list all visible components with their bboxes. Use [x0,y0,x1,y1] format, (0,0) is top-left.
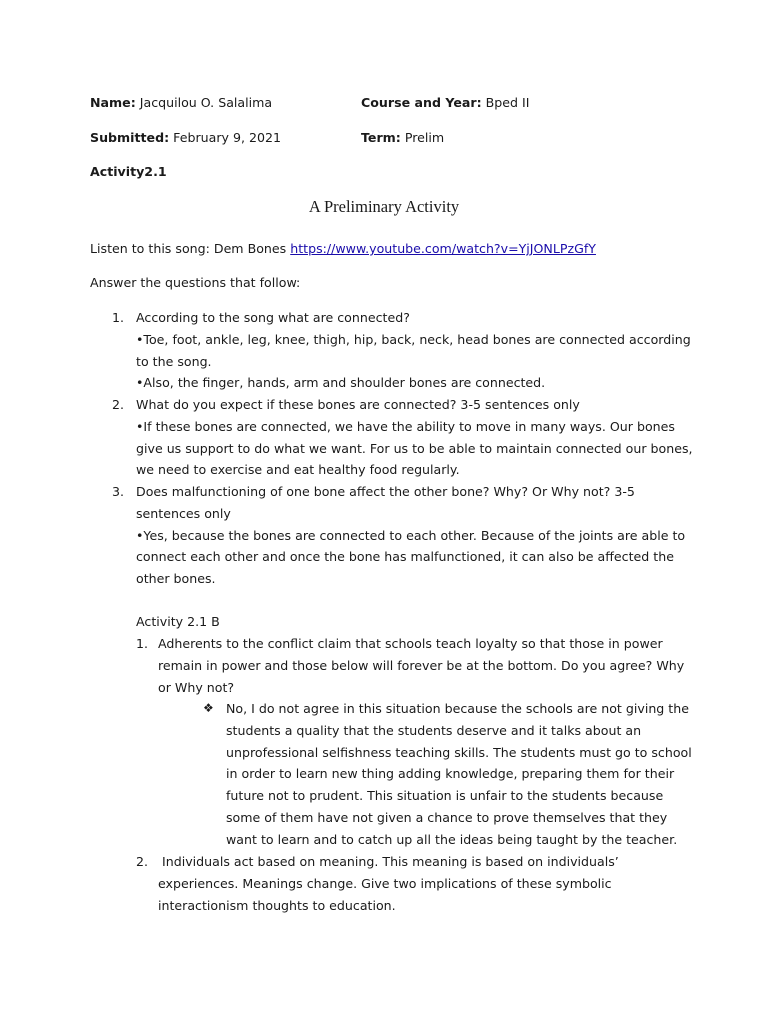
question-text: According to the song what are connected? [136,310,410,325]
diamond-bullet-icon: ❖ [203,701,214,715]
document-title: A Preliminary Activity [308,197,460,216]
answer-line: •Also, the finger, hands, arm and shoulder bones are connected. [136,375,546,391]
course-label: Course and Year: [361,95,482,110]
question-text: or Why not? [158,679,235,695]
question-text: Does malfunctioning of one bone affect the other bone? Why? Or Why not? 3-5 [136,484,635,499]
answer-line: •Yes, because the bones are connected to each other. Because of the joints are able to [136,527,686,543]
question-number: 1. [136,636,149,651]
name-label: Name: [90,95,136,110]
question-text: experiences. Meanings change. Give two implications of these symbolic [158,875,612,891]
term-field [361,127,444,149]
answer-line: future not to prudent. This situation is unfair to the students because [226,788,664,804]
question-3 [136,481,685,590]
name-value: Jacquilou O. Salalima [139,95,273,110]
part-b-heading: Activity 2.1 B [136,614,220,629]
answer-line: unprofessional selfishness teaching skills. The students must go to school [226,744,692,760]
part-b-question-1 [158,633,684,698]
submitted-label: Submitted: [90,130,170,145]
listen-text: Listen to this song: Dem Bones [90,241,291,256]
course-value: Bped II [485,95,530,110]
question-number: 2. [112,397,125,412]
answer-line: in order to learn new thing adding knowledge, preparing them for their [226,766,675,782]
name-field [90,92,272,114]
term-label: Term: [361,130,401,145]
answer-line: give us support to do what we want. For us to be able to maintain connected our bones, [136,440,693,456]
activity-label: Activity2.1 [90,164,167,179]
part-b-answer-1 [226,698,692,851]
submitted-value: February 9, 2021 [173,130,282,145]
question-text: interactionism thoughts to education. [158,897,396,913]
course-field [361,92,529,114]
question-1 [136,307,691,394]
answer-line: •Toe, foot, ankle, leg, knee, thigh, hip, back, neck, head bones are connected according [136,331,691,347]
answer-line: students a quality that the students deserve and it talks about an [226,722,642,738]
answer-line: some of them have not given a chance to prove themselves that they [226,809,668,825]
question-2 [136,394,693,481]
answer-line: •If these bones are connected, we have the ability to move in many ways. Our bones [136,418,675,434]
question-text: remain in power and those below will forever be at the bottom. Do you agree? Why [158,657,685,673]
listen-instruction [90,238,596,260]
answer-line: connect each other and once the bone has malfunctioned, it can also be affected the [136,549,674,565]
term-value: Prelim [404,130,445,145]
answer-instruction: Answer the questions that follow: [90,275,301,290]
answer-line: want to learn and to catch up all the ideas being taught by the teacher. [226,831,678,847]
question-text: Individuals act based on meaning. This meaning is based on individuals’ [158,854,619,869]
answer-line: to the song. [136,353,212,369]
question-text: What do you expect if these bones are connected? 3-5 sentences only [136,397,580,412]
song-link[interactable]: https://www.youtube.com/watch?v=YjJONLPzGfY [290,241,596,256]
question-number: 2. [136,854,149,869]
question-text: Adherents to the conflict claim that schools teach loyalty so that those in power [158,636,663,651]
submitted-field [90,127,281,149]
part-b-question-2 [158,851,619,916]
question-text: sentences only [136,505,231,521]
answer-line: we need to exercise and eat healthy food regularly. [136,462,460,478]
question-number: 3. [112,484,125,499]
answer-line: other bones. [136,571,216,587]
question-number: 1. [112,310,125,325]
answer-line: No, I do not agree in this situation because the schools are not giving the [226,701,689,716]
